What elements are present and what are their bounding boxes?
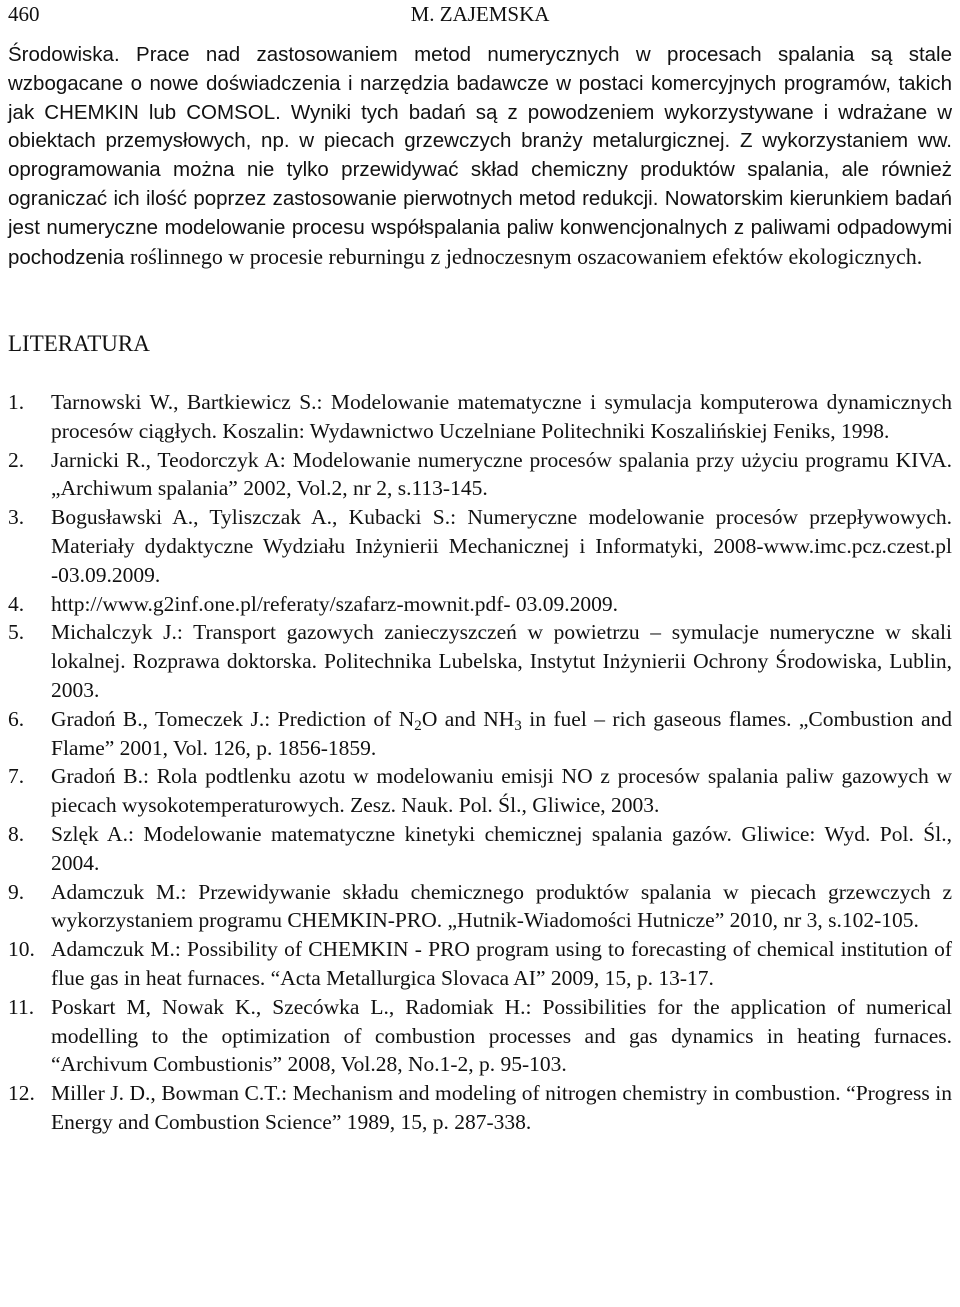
- reference-text: Adamczuk M.: Possibility of CHEMKIN - PRO program using to forecasting of chemical institution of flue gas in heat furnaces. “Acta Metallurgica Slovaca AI” 2009, 15, p. 13-17.: [51, 937, 952, 990]
- reference-item: [0, 388, 952, 446]
- reference-text: Szlęk A.: Modelowanie matematyczne kinetyki chemicznej spalania gazów. Gliwice: Wyd. Pol. Śl., 2004.: [51, 821, 952, 875]
- reference-item: [0, 503, 952, 589]
- subscript-digit: 3: [514, 717, 522, 734]
- reference-text: Michalczyk J.: Transport gazowych zanieczyszczeń w powietrzu – symulacje numeryczne w skali lokalnej. Rozprawa doktorska. Politechnika Lubelska, Instytut Inżynierii Ochrony Środowiska, Lublin, 2003.: [51, 620, 952, 702]
- reference-number: 10.: [8, 937, 35, 962]
- reference-number: 7.: [8, 764, 25, 789]
- body-sentence: Nowatorskim kierunkiem badań jest numeryczne modelowanie procesu współspalania paliw konwencjonalnych z paliwami odpadowymi pochodzenia: [8, 186, 952, 269]
- literature-heading: LITERATURA: [8, 331, 150, 356]
- reference-item: [0, 590, 952, 619]
- subscript-digit: 2: [414, 717, 422, 734]
- running-head: M. ZAJEMSKA: [410, 2, 550, 26]
- reference-item: [0, 762, 952, 820]
- reference-text-part: Gradoń B., Tomeczek J.: Prediction of N: [51, 706, 415, 731]
- reference-number: 9.: [8, 879, 25, 904]
- reference-item: [0, 878, 952, 936]
- reference-number: 11.: [8, 994, 35, 1019]
- body-sentence: Prace nad zastosowaniem metod numerycznych w procesach spalania są stale wzbogacane o nowe doświadczenia i narzędzia badawcze w postaci komercyjnych programów, takich jak CHEMKIN lub COMSOL.: [8, 43, 952, 124]
- reference-item: [0, 1079, 952, 1137]
- page-header: [8, 2, 952, 32]
- reference-text: Bogusławski A., Tyliszczak A., Kubacki S.: Numeryczne modelowanie procesów przepływowych. Materiały dydaktyczne Wydziału Inżynierii Mechanicznej i Informatyki, 2008-www.imc.pcz.czest.pl -03.09.2009.: [51, 505, 952, 587]
- reference-list: [0, 388, 952, 1137]
- reference-link[interactable]: http://www.g2inf.one.pl/referaty/szafarz-mownit.pdf- 03.09.2009.: [51, 591, 619, 616]
- body-sentence: Środowiska.: [8, 43, 137, 66]
- reference-text: Jarnicki R., Teodorczyk A: Modelowanie numeryczne procesów spalania przy użyciu programu KIVA. „Archiwum spalania” 2002, Vol.2, nr 2, s.113-145.: [51, 447, 952, 501]
- reference-number: 6.: [8, 706, 25, 731]
- reference-text: Tarnowski W., Bartkiewicz S.: Modelowanie matematyczne i symulacja komputerowa dynamicznych procesów ciągłych. Koszalin: Wydawnictwo Uczelniane Politechniki Koszalińskiej Feniks, 1998.: [51, 390, 952, 443]
- reference-number: 8.: [8, 821, 25, 846]
- reference-item: [0, 820, 952, 878]
- reference-item: [0, 705, 952, 763]
- reference-text: Miller J. D., Bowman C.T.: Mechanism and modeling of nitrogen chemistry in combustion. “Progress in Energy and Combustion Science” 1989, 15, p. 287-338.: [51, 1081, 952, 1134]
- body-paragraph: [8, 41, 952, 272]
- reference-text-part: in fuel – rich gaseous flames. „Combustion and Flame” 2001, Vol. 126, p. 1856-1859.: [51, 706, 953, 760]
- reference-text: Adamczuk M.: Przewidywanie składu chemicznego produktów spalania w piecach grzewczych z wykorzystaniem programu CHEMKIN-PRO. „Hutnik-Wiadomości Hutnicze” 2010, nr 3, s.102-105.: [51, 879, 952, 933]
- body-sentence: Z wykorzystaniem ww. oprogramowania można nie tylko przewidywać skład chemiczny produktów spalania, ale również ograniczać ich ilość poprzez zastosowanie pierwotnych metod redukcji.: [8, 129, 953, 210]
- reference-number: 4.: [8, 591, 25, 616]
- reference-number: 3.: [8, 505, 25, 530]
- reference-text: Poskart M, Nowak K., Szecówka L., Radomiak H.: Possibilities for the application of numerical modelling to the optimization of combustion processes and gas dynamics in heating furnaces. “Archivum Combustionis” 2008, Vol.28, No.1-2, p. 95-103.: [51, 994, 952, 1077]
- body-sentence: roślinnego w procesie reburningu z jednoczesnym oszacowaniem efektów ekologicznych.: [129, 243, 923, 269]
- reference-number: 1.: [8, 390, 25, 414]
- reference-text: Gradoń B.: Rola podtlenku azotu w modelowaniu emisji NO z procesów spalania paliw gazowych w piecach wysokotemperaturowych. Zesz. Nauk. Pol. Śl., Gliwice, 2003.: [51, 764, 952, 818]
- page-number: 460: [8, 2, 40, 26]
- reference-item: [0, 446, 952, 504]
- reference-item: [0, 935, 952, 993]
- reference-item: [0, 993, 952, 1079]
- reference-text: [51, 707, 952, 760]
- body-sentence: Wyniki tych badań są z powodzeniem wykorzystywane i wdrażane w obiektach przemysłowych, np. w piecach grzewczych branży metalurgicznej.: [8, 100, 952, 153]
- reference-text-part: O and NH: [421, 706, 515, 731]
- reference-number: 2.: [8, 447, 25, 472]
- reference-number: 5.: [8, 620, 25, 645]
- reference-item: [0, 618, 952, 704]
- reference-number: 12.: [8, 1081, 35, 1106]
